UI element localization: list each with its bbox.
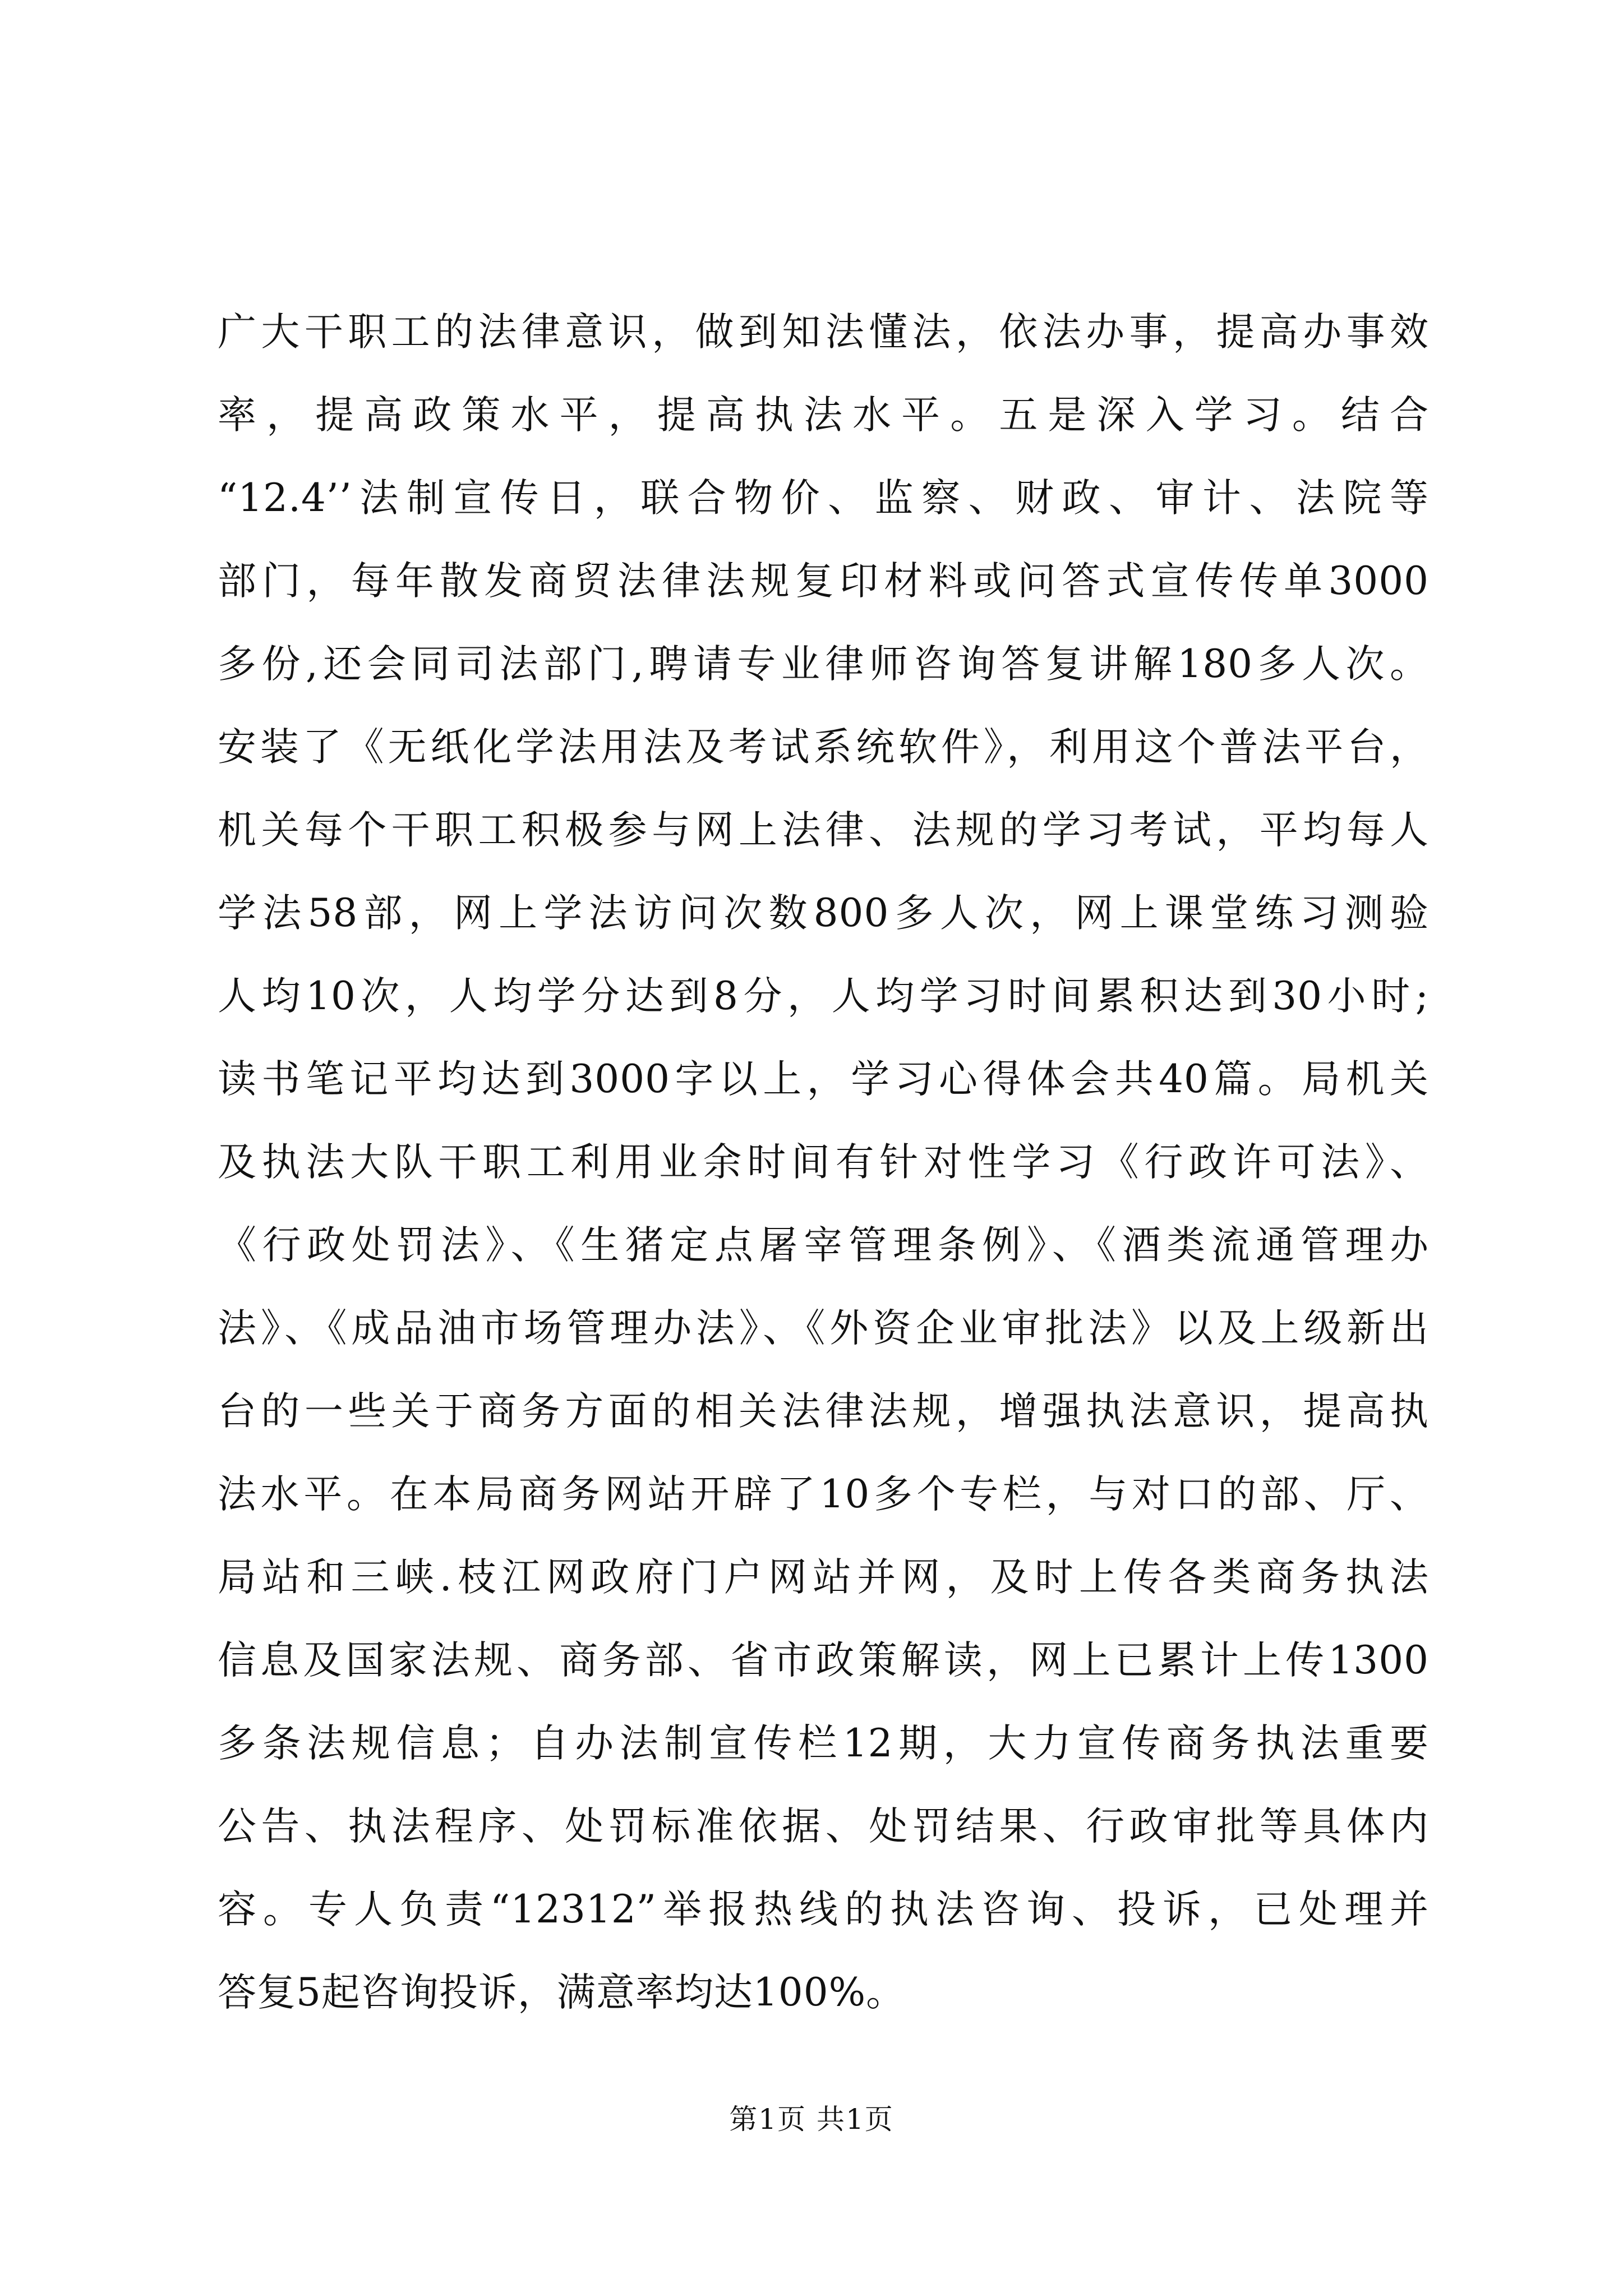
- text-line: “12.4’’法制宣传日，联合物价、监察、财政、审计、法院等: [218, 476, 1429, 521]
- text-line: 人均10次，人均学分达到8分，人均学习时间累积达到30小时;: [218, 974, 1429, 1019]
- text-line: 公告、执法程序、处罚标准依据、处罚结果、行政审批等具体内: [218, 1804, 1429, 1849]
- text-line: 及执法大队干职工利用业余时间有针对性学习《行政许可法》、: [218, 1140, 1429, 1185]
- text-line: 《行政处罚法》、《生猪定点屠宰管理条例》、《酒类流通管理办: [218, 1223, 1429, 1268]
- text-line: 法》、《成品油市场管理办法》、《外资企业审批法》以及上级新出: [218, 1306, 1429, 1351]
- text-line: 多条法规信息；自办法制宣传栏12期，大力宣传商务执法重要: [218, 1721, 1429, 1766]
- text-line: 容。专人负责“12312”举报热线的执法咨询、投诉，已处理并: [218, 1887, 1429, 1932]
- text-line: 广大干职工的法律意识，做到知法懂法，依法办事，提高办事效: [218, 310, 1429, 355]
- text-line: 安装了《无纸化学法用法及考试系统软件》，利用这个普法平台，: [218, 725, 1429, 770]
- text-line: 机关每个干职工积极参与网上法律、法规的学习考试，平均每人: [218, 808, 1429, 853]
- body-paragraph: [218, 291, 1429, 2034]
- text-line: 学法58部，网上学法访问次数800多人次，网上课堂练习测验: [218, 891, 1429, 936]
- text-line: 局站和三峡.枝江网政府门户网站并网，及时上传各类商务执法: [218, 1555, 1429, 1600]
- text-line: 多份,还会同司法部门,聘请专业律师咨询答复讲解180多人次。: [218, 642, 1429, 687]
- text-line: 法水平。在本局商务网站开辟了10多个专栏，与对口的部、厅、: [218, 1472, 1429, 1517]
- text-line: 信息及国家法规、商务部、省市政策解读，网上已累计上传1300: [218, 1638, 1429, 1683]
- text-line: 率，提高政策水平，提高执法水平。五是深入学习。结合: [218, 393, 1429, 438]
- text-line-last: 答复5起咨询投诉，满意率均达100%。: [218, 1970, 906, 2015]
- page-footer: 第1页 共1页: [729, 2103, 894, 2136]
- text-line: 台的一些关于商务方面的相关法律法规，增强执法意识，提高执: [218, 1389, 1429, 1434]
- text-line: 部门，每年散发商贸法律法规复印材料或问答式宣传传单3000: [218, 559, 1429, 604]
- text-line: 读书笔记平均达到3000字以上，学习心得体会共40篇。局机关: [218, 1057, 1429, 1102]
